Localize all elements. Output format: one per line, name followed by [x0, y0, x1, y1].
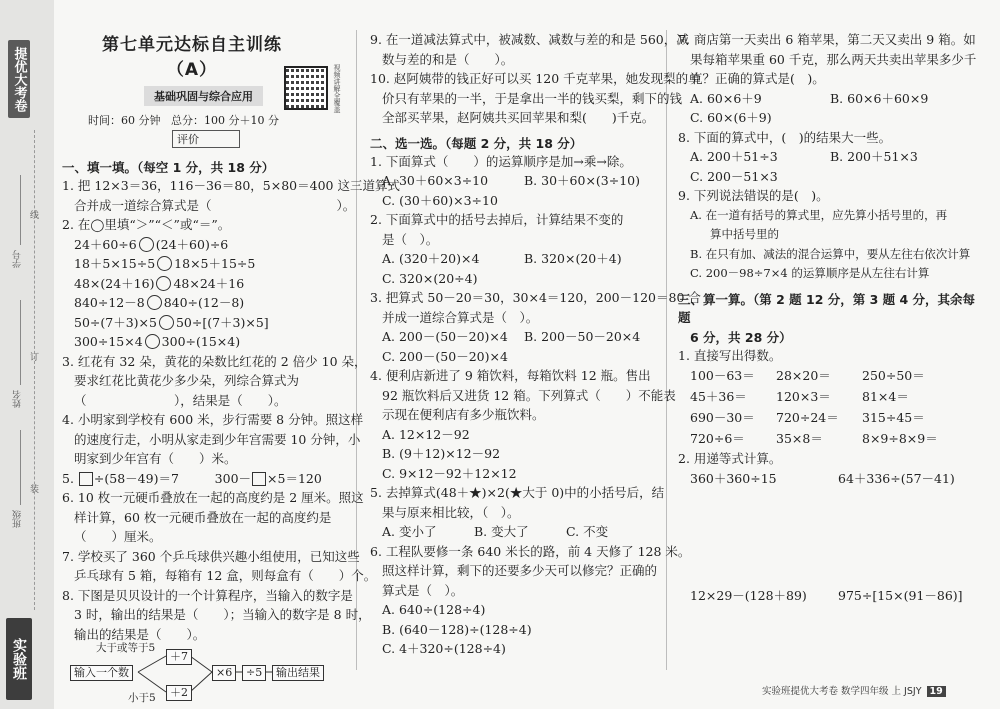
flow-lower-label: 小于5: [128, 692, 156, 704]
brand-bottom-label: 实验班: [6, 618, 32, 700]
compare-circle[interactable]: [159, 315, 174, 330]
q4-line-c: 明家到少年宫有（ ）米。: [74, 451, 237, 466]
s1-prompt: 1. 直接写出得数。: [678, 347, 782, 363]
q4-line-b: 的速度行走，小明从家走到少年宫需要 10 分钟，小: [74, 431, 361, 447]
option-b[interactable]: B. (9＋12)×12－92: [382, 446, 501, 461]
c9-prompt: 9. 下列说法错误的是( )。: [678, 188, 829, 203]
column-1: [62, 30, 400, 706]
column-3: [678, 30, 978, 606]
option-b[interactable]: B. 320×(20＋4): [524, 251, 622, 266]
cut-label-3: 装: [30, 485, 40, 495]
page-number: 19: [927, 686, 946, 697]
page-footer: [762, 683, 946, 697]
cut-label-2: 订: [30, 353, 40, 363]
id-line: [20, 175, 21, 245]
flow-times6: ×6: [212, 665, 236, 681]
c5-options: [370, 522, 660, 542]
stepwise-row-2: [678, 586, 978, 606]
expr-4: 975÷[15×(91－86)]: [838, 588, 963, 603]
q3-line-a: 3. 红花有 32 朵，黄花的朵数比红花的 2 倍少 10 朵，: [62, 353, 367, 369]
c3-prompt-b: 并成一道综合算式是（ ）。: [382, 309, 539, 325]
c2-prompt-a: 2. 下面算式中的括号去掉后，计算结果不变的: [370, 212, 624, 227]
name-line: [20, 300, 21, 385]
option-a[interactable]: A. (320＋20)×4: [382, 251, 480, 266]
q9-line-a: 9. 在一道减法算式中，被减数、减数与差的和是 560，减: [370, 32, 689, 47]
c2-options: [370, 249, 660, 269]
time-score: [62, 112, 342, 128]
option-c[interactable]: C. 4＋320÷(128÷4): [382, 641, 506, 656]
qr-code[interactable]: [284, 66, 328, 110]
option-c[interactable]: C. 60×(6＋9): [690, 110, 772, 125]
footer-text: 实验班提优大考卷 数学四年级 上 JSJY: [762, 686, 922, 697]
c5-prompt-a: 5. 去掉算式(48＋★)×2(★大于 0)中的小括号后，结: [370, 485, 665, 500]
option-a[interactable]: A. 变小了: [382, 524, 437, 539]
option-c[interactable]: C. 200－51×3: [690, 168, 778, 184]
option-a[interactable]: A. 12×12－92: [382, 426, 470, 442]
subtitle: 基础巩固与综合应用: [144, 86, 263, 106]
stepwise-row-1: [678, 469, 978, 489]
option-a[interactable]: A. 200＋51÷3: [690, 149, 778, 164]
total-score: 总分：100 分＋10 分: [171, 114, 279, 127]
flow-upper-label: 大于或等于5: [96, 642, 156, 654]
option-c[interactable]: C. 9×12－92＋12×12: [382, 465, 517, 481]
c6-prompt-a: 6. 工程队要修一条 640 米长的路，前 4 天修了 128 米。: [370, 543, 691, 559]
q2-item: 840÷12－8 840÷(12－8): [74, 295, 245, 310]
q5-line: 5. ÷(58－49)＝7 300－ ×5＝120: [62, 470, 322, 486]
flow-diagram: [62, 642, 342, 706]
c3-options: [370, 327, 660, 347]
compare-circle[interactable]: [147, 295, 162, 310]
option-c[interactable]: C. 200－98÷7×4 的运算顺序是从左往右计算: [690, 266, 930, 280]
c7-prompt-c: 克？正确的算式是( )。: [690, 71, 825, 86]
option-c[interactable]: C. 不变: [566, 524, 609, 539]
c5-prompt-b: 果与原来相比较，（ ）。: [382, 504, 520, 520]
expr-2: 64＋336÷(57－41): [838, 470, 955, 486]
evaluation-box: [172, 130, 240, 148]
option-a-line-2: 算中括号里的: [710, 227, 779, 241]
option-b[interactable]: B. 30＋60×(3÷10): [524, 173, 641, 188]
q10-line-a: 10. 赵阿姨带的钱正好可以买 120 千克苹果，她发现梨的单: [370, 71, 701, 86]
column-2: [370, 30, 701, 659]
q1-line-a: 1. 把 12×3＝36，116－36＝80，5×80＝400 这三道算式: [62, 178, 400, 193]
q3-line-c: （ ），结果是（ ）。: [74, 392, 287, 408]
option-a[interactable]: A. 200－(50－20)×4: [382, 329, 508, 344]
option-a[interactable]: A. 30＋60×3÷10: [382, 173, 489, 188]
eval-label: 评价: [177, 133, 199, 146]
compare-circle[interactable]: [145, 334, 160, 349]
page-title: 第七单元达标自主训练（A）: [102, 35, 282, 80]
option-b[interactable]: B. 在只有加、减法的混合运算中，要从左往右依次计算: [690, 246, 971, 261]
c6-prompt-c: 算式是（ ）。: [382, 582, 464, 598]
q2-item: 48×(24＋16) 48×24＋16: [74, 275, 245, 291]
oral-row: 45＋36＝ 120×3＝ 81×4＝: [690, 389, 909, 404]
option-a-line-1[interactable]: A. 在一道有括号的算式里，应先算小括号里的，再: [690, 207, 948, 222]
c7-prompt-b: 果每箱苹果重 60 千克，那么两天共卖出苹果多少千: [690, 51, 977, 67]
option-c[interactable]: C. (30＋60)×3÷10: [382, 192, 498, 208]
q4-line-a: 4. 小明家到学校有 600 米，步行需要 8 分钟。照这样: [62, 412, 364, 427]
s2-prompt: 2. 用递等式计算。: [678, 451, 782, 466]
q2-prompt: 2. 在◯里填“＞”“＜”或“＝”。: [62, 217, 231, 232]
q3-line-b: 要求红花比黄花少多少朵，列综合算式为: [74, 373, 300, 388]
class-line: [20, 430, 21, 505]
c3-prompt-a: 3. 把算式 50－20＝30，30×4＝120，200－120＝80 合: [370, 290, 701, 305]
answer-square[interactable]: [79, 472, 93, 486]
option-b[interactable]: B. 200＋51×3: [830, 149, 918, 164]
q10-line-c: 全部买苹果，赵阿姨共买回苹果和梨( )千克。: [382, 110, 655, 125]
section-1-heading: 一、填一填。（每空 1 分，共 18 分）: [62, 160, 275, 175]
option-b[interactable]: B. 200－50－20×4: [524, 329, 641, 344]
section-2-heading: 二、选一选。（每题 2 分，共 18 分）: [370, 135, 583, 151]
c4-prompt-b: 92 瓶饮料后又进货 12 箱。下列算式（ ）不能表: [382, 387, 676, 403]
flow-div5: ÷5: [242, 665, 266, 681]
q8-line-b: 3 时，输出的结果是（ ）；当输入的数字是 8 时，: [74, 607, 371, 622]
option-b[interactable]: B. 变大了: [474, 524, 529, 539]
c8-prompt: 8. 下面的算式中，( )的结果大一些。: [678, 129, 892, 145]
name-label: 姓名: [13, 390, 23, 408]
cut-label-1: 线: [30, 211, 40, 221]
section-3-heading-a: 三、算一算。（第 2 题 12 分，第 3 题 4 分，其余每题: [678, 291, 976, 325]
c8-options: [678, 147, 978, 167]
q2-item: 50÷(7＋3)×5 50÷[(7＋3)×5]: [74, 314, 269, 330]
expr-3: 12×29－(128＋89): [690, 588, 807, 603]
oral-row: 720÷6＝ 35×8＝ 8×9÷8×9＝: [690, 431, 938, 446]
c6-prompt-b: 照这样计算，剩下的还要多少天可以修完？正确的: [382, 563, 658, 578]
c4-prompt-a: 4. 便利店新进了 9 箱饮料，每箱饮料 12 瓶。售出: [370, 368, 651, 383]
q7-line-b: 乒乓球有 5 箱，每箱有 12 盒，则每盒有（ ）个。: [74, 568, 377, 583]
c1-options: [370, 171, 660, 191]
option-b[interactable]: B. 60×6＋60×9: [830, 90, 929, 106]
column-divider-2: [666, 30, 667, 670]
oral-row: 100－63＝ 28×20＝ 250÷50＝: [690, 368, 925, 383]
q9-line-b: 数与差的和是（ ）。: [382, 51, 514, 67]
q6-line-c: （ ）厘米。: [74, 529, 162, 544]
c7-prompt-a: 7. 商店第一天卖出 6 箱苹果，第二天又卖出 9 箱。如: [678, 32, 976, 47]
q6-line-a: 6. 10 枚一元硬币叠放在一起的高度约是 2 厘米。照这: [62, 490, 364, 505]
q10-line-b: 价只有苹果的一半，于是拿出一半的钱买梨，剩下的钱: [382, 90, 683, 106]
c4-prompt-c: 示现在便利店有多少瓶饮料。: [382, 407, 545, 422]
time-limit: 时间：60 分钟: [88, 114, 161, 127]
brand-top-label: 提优大考卷: [8, 40, 30, 118]
flow-plus2: ＋2: [166, 685, 192, 701]
compare-circle[interactable]: [157, 256, 172, 271]
q8-line-c: 输出的结果是（ ）。: [74, 626, 206, 642]
qr-label: 视频讲解全覆盖: [333, 64, 341, 113]
option-a[interactable]: A. 60×6＋9: [690, 90, 762, 106]
q2-item: 18＋5×15÷5 18×5＋15÷5: [74, 256, 256, 271]
expr-1: 360＋360÷15: [690, 470, 777, 486]
c1-prompt: 1. 下面算式（ ）的运算顺序是加→乘→除。: [370, 153, 632, 169]
section-3-heading-b: 6 分，共 28 分）: [690, 329, 792, 345]
option-a[interactable]: A. 640÷(128÷4): [382, 602, 486, 617]
q7-line-a: 7. 学校买了 360 个乒乓球供兴趣小组使用，已知这些: [62, 548, 360, 564]
cut-dashed-line: [34, 130, 35, 610]
q8-line-a: 8. 下图是贝贝设计的一个计算程序，当输入的数字是: [62, 587, 353, 603]
q6-line-b: 样计算，60 枚一元硬币叠放在一起的高度约是: [74, 509, 332, 525]
q2-item: 300÷15×4 300÷(15×4): [74, 334, 241, 349]
binding-strip: [0, 0, 54, 709]
flow-input: 输入一个数: [70, 665, 133, 681]
flow-output: 输出结果: [272, 665, 324, 681]
class-label: 班级: [13, 510, 23, 528]
oral-row: 690－30＝ 720÷24＝ 315÷45＝: [690, 410, 925, 425]
option-c[interactable]: C. 320×(20÷4): [382, 270, 478, 286]
flow-plus7: ＋7: [166, 649, 192, 665]
answer-square[interactable]: [252, 472, 266, 486]
q2-item: 24＋60÷6 (24＋60)÷6: [74, 236, 229, 252]
q1-line-b: 合并成一道综合算式是（ ）。: [74, 197, 356, 213]
compare-circle[interactable]: [156, 276, 171, 291]
option-b[interactable]: B. (640－128)÷(128÷4): [382, 621, 532, 637]
id-label: 学号: [13, 250, 23, 268]
compare-circle[interactable]: [139, 237, 154, 252]
c2-prompt-b: 是（ ）。: [382, 231, 439, 247]
c7-options: [678, 89, 978, 109]
option-c[interactable]: C. 200－(50－20)×4: [382, 348, 508, 364]
